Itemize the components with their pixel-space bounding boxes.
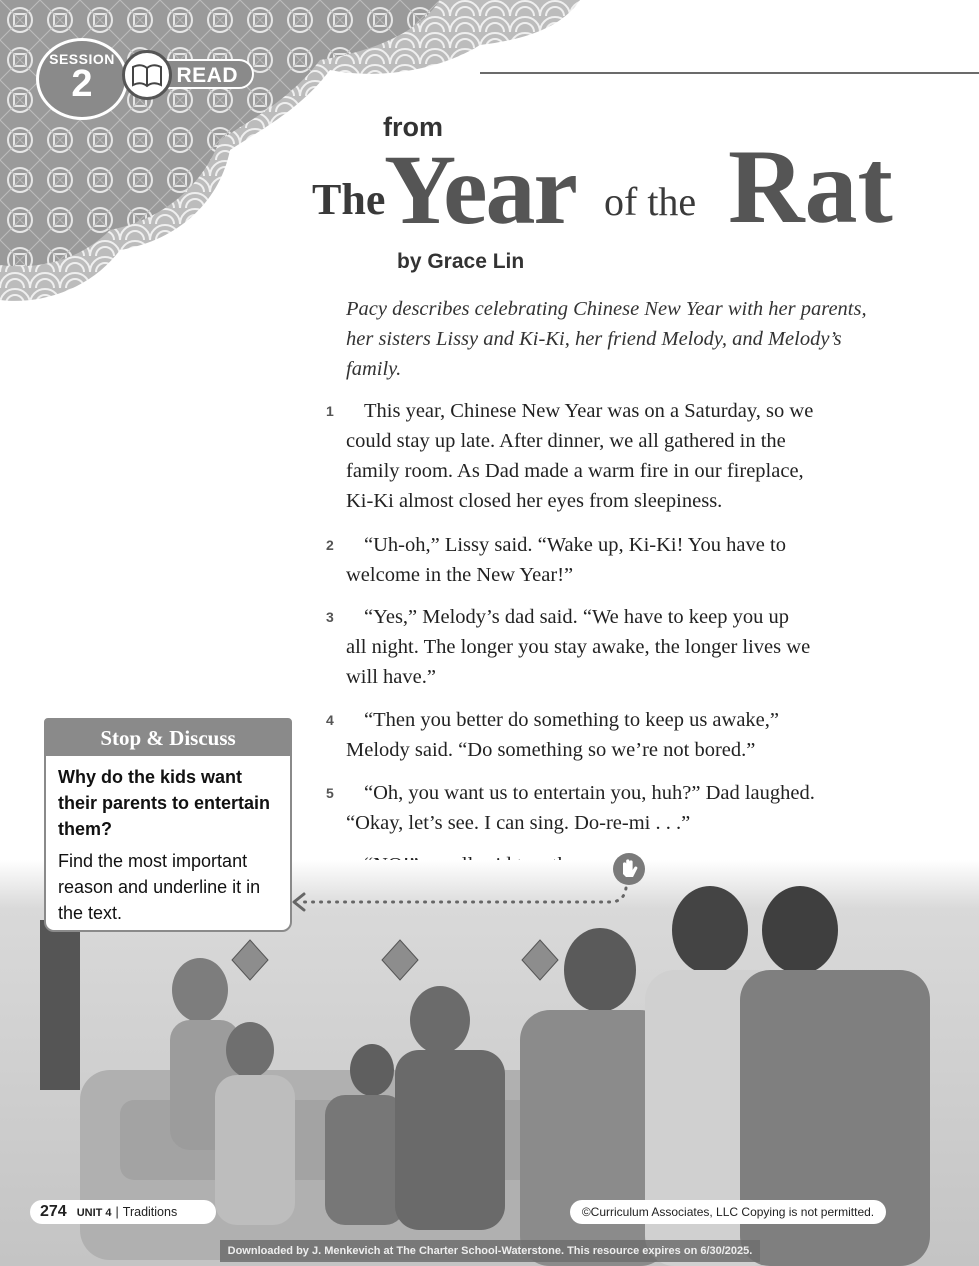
paragraph-line: family room. As Dad made a warm fire in our fireplace, bbox=[346, 460, 804, 482]
paragraph-line: “Yes,” Melody’s dad said. “We have to keep you up bbox=[364, 606, 789, 628]
hand-stop-icon bbox=[612, 852, 646, 886]
title-from: from bbox=[383, 112, 443, 142]
paragraph-line: “Uh-oh,” Lissy said. “Wake up, Ki-Ki! You have to bbox=[364, 534, 786, 556]
stop-discuss-box bbox=[44, 718, 292, 932]
copyright-notice: ©Curriculum Associates, LLC Copying is not permitted. bbox=[570, 1200, 886, 1224]
stop-discuss-heading: Stop & Discuss bbox=[46, 720, 290, 756]
title-word-year: Year bbox=[384, 134, 576, 245]
paragraph-1 bbox=[326, 396, 906, 516]
download-notice: Downloaded by J. Menkevich at The Charter School-Waterstone. This resource expires on 6/30/2025. bbox=[220, 1240, 760, 1262]
unit-label: UNIT 4 bbox=[76, 1207, 112, 1219]
paragraph-number: 4 bbox=[326, 712, 334, 728]
unit-title: Traditions bbox=[122, 1205, 178, 1219]
paragraph-3 bbox=[326, 602, 906, 692]
title-word-of-the: of the bbox=[604, 179, 697, 224]
dotted-arrow bbox=[290, 884, 630, 914]
paragraph-line: welcome in the New Year!” bbox=[346, 564, 574, 586]
title-word-the: The bbox=[312, 175, 386, 224]
paragraph-line: Ki-Ki almost closed her eyes from sleepiness. bbox=[346, 490, 723, 512]
paragraph-line: “Okay, let’s see. I can sing. Do-re-mi . . .” bbox=[346, 812, 691, 834]
paragraph-2 bbox=[326, 530, 906, 590]
footer-separator: | bbox=[115, 1205, 119, 1219]
paragraph-5 bbox=[326, 778, 906, 838]
footer-left bbox=[30, 1200, 216, 1224]
session-badge bbox=[36, 38, 128, 120]
paragraph-line: This year, Chinese New Year was on a Saturday, so we bbox=[364, 400, 814, 422]
paragraph-line: “Then you better do something to keep us awake,” bbox=[364, 709, 779, 731]
page-number: 274 bbox=[40, 1203, 67, 1220]
paragraph-line: will have.” bbox=[346, 666, 436, 688]
paragraph-line: “Oh, you want us to entertain you, huh?” Dad laughed. bbox=[364, 782, 815, 804]
stop-discuss-instruction: Find the most important reason and underline it in the text. bbox=[58, 851, 261, 923]
title-word-rat: Rat bbox=[728, 128, 893, 245]
paragraph-line: could stay up late. After dinner, we all gathered in the bbox=[346, 430, 786, 452]
paragraph-line: all night. The longer you stay awake, the longer lives we bbox=[346, 636, 811, 658]
paragraph-line: Melody said. “Do something so we’re not bored.” bbox=[346, 739, 756, 761]
header-rule bbox=[480, 72, 979, 74]
paragraph-number: 5 bbox=[326, 785, 334, 801]
paragraph-number: 3 bbox=[326, 609, 334, 625]
session-number: 2 bbox=[71, 63, 93, 105]
read-label: READ bbox=[150, 59, 254, 89]
paragraph-4 bbox=[326, 705, 906, 765]
paragraph-number: 2 bbox=[326, 537, 334, 553]
session-label: SESSION bbox=[49, 51, 115, 67]
stop-discuss-question: Why do the kids want their parents to entertain them? bbox=[58, 767, 271, 839]
byline: by Grace Lin bbox=[397, 250, 525, 273]
page-title bbox=[312, 128, 912, 250]
book-icon bbox=[122, 50, 172, 100]
intro-text: Pacy describes celebrating Chinese New Year with her parents, her sisters Lissy and Ki-Ki, her friend Melody, and Melody’s family. bbox=[346, 298, 867, 380]
paragraph-number: 1 bbox=[326, 403, 334, 419]
